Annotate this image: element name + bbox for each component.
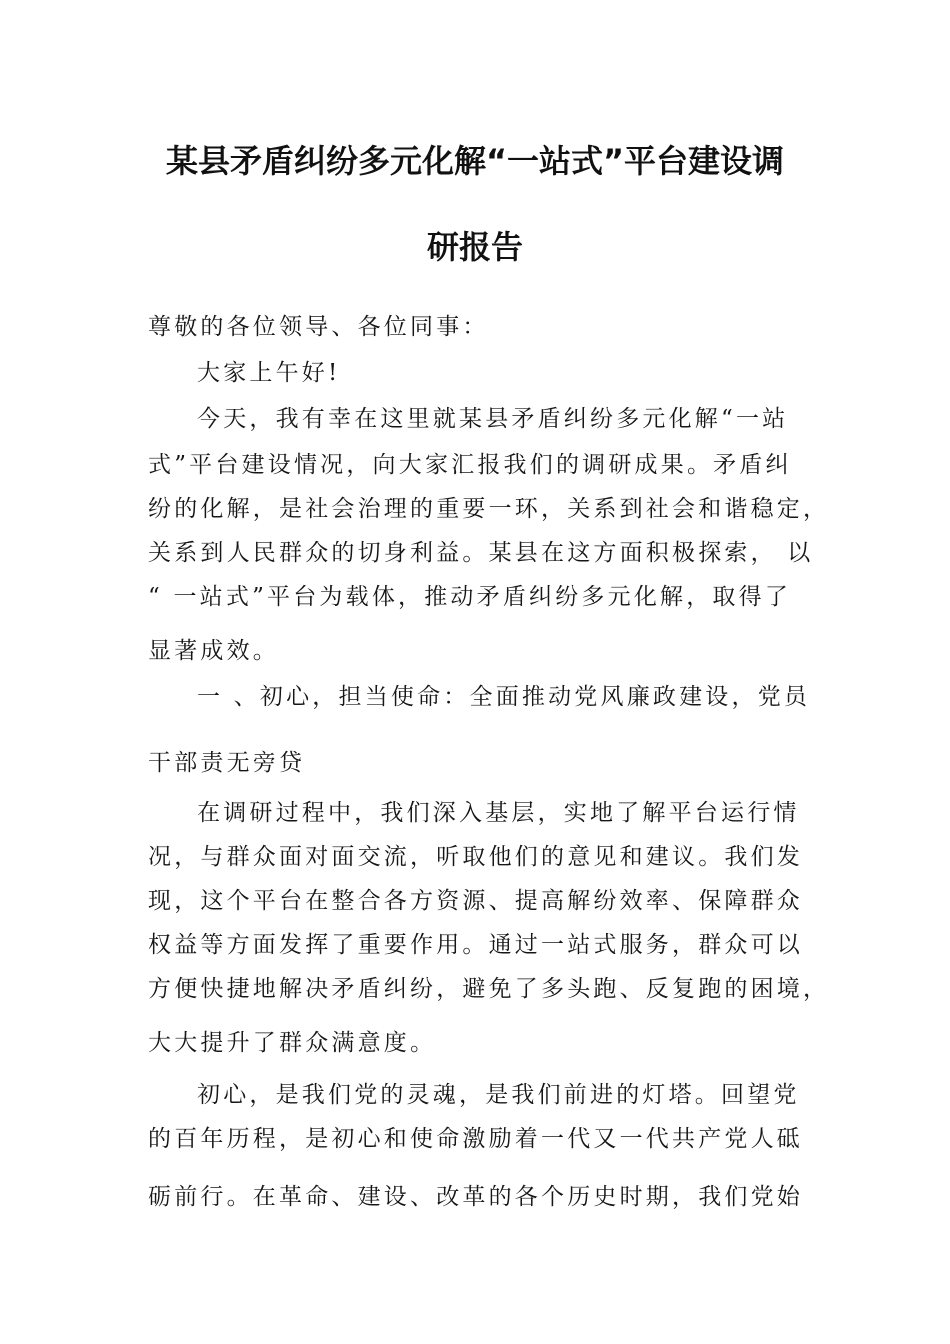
paragraph-2-line: 在调研过程中，我们深入基层，实地了解平台运行情 — [197, 800, 800, 826]
paragraph-3-line: 的百年历程，是初心和使命激励着一代又一代共产党人砥 — [148, 1126, 803, 1152]
paragraph-2-line: 现，这个平台在整合各方资源、提高解纷效率、保障群众 — [148, 888, 803, 914]
paragraph-1-line: 显著成效。 — [148, 638, 279, 664]
paragraph-1-line: 式”平台建设情况，向大家汇报我们的调研成果。矛盾纠 — [148, 452, 792, 478]
paragraph-1-line: 关系到人民群众的切身利益。某县在这方面积极探索， 以 — [148, 540, 814, 566]
document-title-line-2: 研报告 — [426, 228, 523, 266]
paragraph-3-line: 初心，是我们党的灵魂，是我们前进的灯塔。回望党 — [197, 1082, 800, 1108]
paragraph-1-line: “ 一站式”平台为载体，推动矛盾纠纷多元化解，取得了 — [148, 584, 792, 610]
paragraph-1-line: 纷的化解，是社会治理的重要一环，关系到社会和谐稳定， — [148, 496, 830, 522]
section-heading-1: 一 、初心，担当使命：全面推动党风廉政建设，党员 — [197, 684, 811, 710]
paragraph-1-line: 今天，我有幸在这里就某县矛盾纠纷多元化解“一站 — [197, 406, 789, 432]
paragraph-3-line: 砺前行。在革命、建设、改革的各个历史时期，我们党始 — [148, 1184, 803, 1210]
paragraph-2-line: 况，与群众面对面交流，听取他们的意见和建议。我们发 — [148, 844, 803, 870]
document-title-line-1: 某县矛盾纠纷多元化解“一站式”平台建设调 — [165, 142, 785, 180]
paragraph-2-line: 大大提升了群众满意度。 — [148, 1030, 437, 1056]
paragraph-2-line: 方便快捷地解决矛盾纠纷，避免了多头跑、反复跑的困境， — [148, 976, 830, 1002]
paragraph-2-line: 权益等方面发挥了重要作用。通过一站式服务，群众可以 — [148, 932, 803, 958]
greeting: 大家上午好! — [197, 360, 341, 386]
section-heading-1: 干部责无旁贷 — [148, 750, 306, 776]
salutation: 尊敬的各位领导、各位同事： — [148, 314, 489, 340]
